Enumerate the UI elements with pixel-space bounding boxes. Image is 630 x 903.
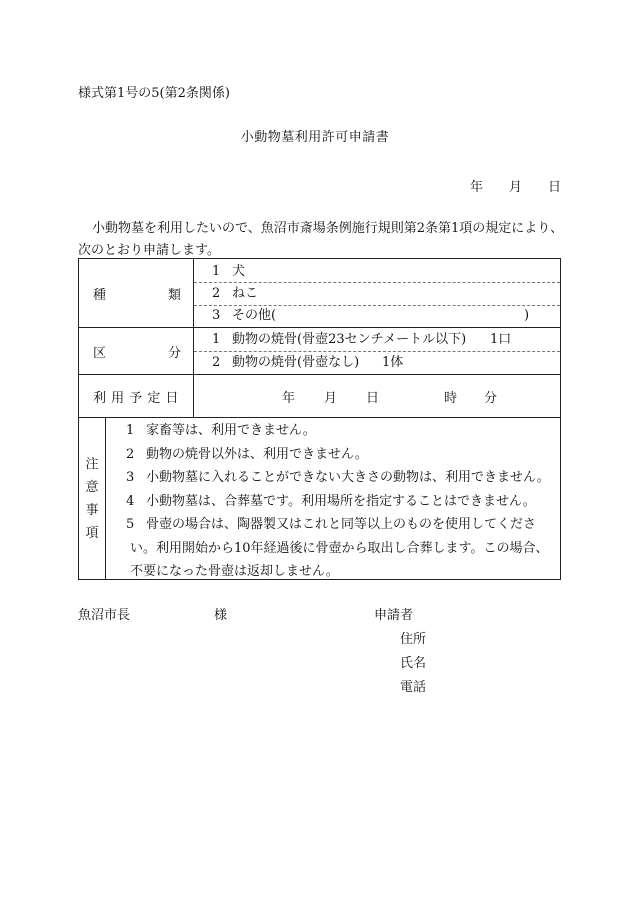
category-label-cell (79, 328, 194, 375)
type-other-close: ) (524, 308, 530, 323)
note-2-text: 動物の焼骨以外は、利用できません。 (146, 446, 368, 462)
category-option-no-urn[interactable]: 2 動物の焼骨(骨壺なし) 1体 (194, 352, 560, 373)
note-5-number: 5 (126, 517, 135, 532)
notes-label-cell (79, 418, 106, 580)
note-3-text: 小動物墓に入れることができない大きさの動物は、利用できません。 (146, 470, 550, 485)
intro-line-2: 次のとおり申請します。 (78, 243, 220, 258)
use-date-minute: 分 (484, 390, 498, 406)
category-label-a: 区 (93, 345, 107, 361)
applicant-label: 申請者 (374, 608, 414, 623)
category-option-no-urn-unit: 1体 (382, 355, 404, 370)
type-option-cat[interactable]: 2 ねこ (212, 286, 259, 301)
document-title: 小動物墓利用許可申請書 (240, 130, 390, 145)
note-item (106, 419, 560, 443)
use-date-row (79, 375, 561, 418)
date-day-label: 日 (548, 180, 562, 195)
note-3-number: 3 (126, 470, 135, 485)
notes-label-2: 意 (85, 479, 99, 495)
intro-line-1: 小動物墓を利用したいので、魚沼市斎場条例施行規則第2条第1項の規定により、 (92, 221, 564, 236)
use-date-hour: 時 (444, 390, 458, 406)
form-number: 様式第1号の5(第2条関係) (78, 86, 230, 101)
notes-content-cell (106, 418, 561, 580)
use-date-year: 年 (282, 390, 296, 406)
note-5-continuation-2: 不要になった骨壺は返却しません。 (130, 564, 339, 579)
notes-label-3: 事 (85, 502, 99, 518)
category-row (79, 328, 561, 375)
note-item (106, 490, 560, 514)
note-5-continuation-1: い。利用開始から10年経過後に骨壺から取出し合葬します。この場合、 (130, 540, 549, 556)
notes-table (78, 417, 561, 580)
type-option-dog[interactable]: 1 犬 (212, 264, 246, 279)
note-1-number: 1 (126, 423, 135, 438)
category-option-urn[interactable]: 1 動物の焼骨(骨壺23センチメートル以下) 1口 (194, 329, 560, 350)
category-options-cell[interactable] (194, 328, 561, 375)
use-date-input-cell[interactable] (194, 375, 561, 418)
mayor-label: 魚沼市長 (78, 608, 131, 623)
use-date-label-cell (79, 375, 194, 418)
notes-label-1: 注 (85, 456, 99, 472)
note-4-text: 小動物墓は、合葬墓です。利用場所を指定することはできません。 (146, 493, 536, 509)
category-label-b: 分 (167, 345, 181, 361)
applicant-phone-field[interactable]: 電話 (400, 680, 427, 695)
applicant-name-field[interactable]: 氏名 (400, 656, 427, 671)
note-2-number: 2 (126, 446, 135, 462)
note-1-text: 家畜等は、利用できません。 (146, 423, 316, 438)
date-month-label: 月 (509, 180, 523, 195)
type-option-other[interactable]: 3 その他( ) (194, 305, 560, 326)
notes-label-4: 項 (85, 525, 99, 541)
category-option-urn-unit: 1口 (490, 332, 512, 347)
type-label-b: 類 (167, 287, 181, 303)
type-options-cell[interactable] (194, 259, 561, 328)
note-4-number: 4 (126, 493, 135, 509)
type-label-cell (79, 259, 194, 328)
note-item (106, 513, 560, 537)
date-year-label: 年 (470, 180, 484, 195)
mayor-honorific: 様 (214, 608, 228, 623)
note-item (106, 466, 560, 490)
use-date-day: 日 (366, 390, 380, 406)
type-row (79, 259, 561, 328)
note-5-text: 骨壺の場合は、陶器製又はこれと同等以上のものを使用してくださ (146, 517, 537, 532)
applicant-address-field[interactable]: 住所 (400, 632, 427, 647)
use-date-month: 月 (324, 390, 338, 406)
type-label-a: 種 (93, 287, 107, 303)
note-item-continuation (106, 537, 560, 561)
application-table (78, 258, 561, 418)
note-item-continuation (106, 560, 560, 584)
use-date-label: 利 用 予 定 日 (92, 390, 180, 406)
note-item (106, 443, 560, 467)
